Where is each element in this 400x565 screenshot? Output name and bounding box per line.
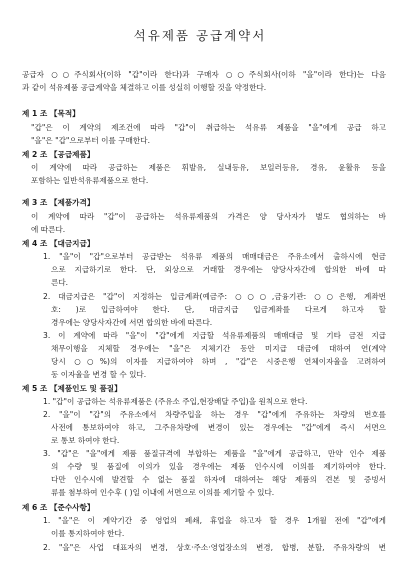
section-text: 1. "갑"이 공급하는 석유류제품은 (주유소 주입,현장배달 주입)을 원칙으로 한다. [43,397,308,406]
section-text: 2. "을"이 "갑"의 주유소에서 차량주입을 하는 경우 "갑"에게 주유하는 차량의 번호를 [43,410,386,419]
section-heading-price: 제 3 조 【제품가격】 [22,198,95,207]
section-text: 2. 대금지급은 "갑"이 지정하는 입금계좌(예금주: ○○○,금융기관: ○○은행, 계좌번 [43,292,386,301]
section-text: 이 계약에 따라 "갑"이 공급하는 석유류제품의 가격은 양 당사자가 별도 협의하는 바 [31,212,386,221]
section-heading-products: 제 2 조 【공급제품】 [22,150,95,159]
section-text: 채무이행을 지체할 경우에는 "을"은 지체기간 동안 미지급 대금에 대하여 연(계약 [51,344,386,353]
intro-line: 과 같이 석유제품 공급계약을 체결하고 이를 성실히 이행할 것을 약정한다. [22,83,267,92]
section-text: 당시 ○○%)의 이자를 지급하여야 하며 , "갑"은 시중은행 연체이자율을 고려하여 [51,357,386,366]
section-text: 동 이자율을 변경 할 수 있다. [51,370,147,379]
section-text: 이 계약에 따라 공급하는 제품은 휘발유, 실내등유, 보일러등유, 경유, 윤활유 등을 [31,163,386,172]
section-heading-delivery: 제 5 조 【제품인도 및 품질】 [22,384,122,393]
section-text: "을"은 "갑"으로부터 이를 구매한다. [31,136,150,145]
section-heading-payment: 제 4 조 【대금지급】 [22,239,95,248]
section-text: 에 따른다. [31,225,66,234]
section-text: 3. "갑"은 "을"에게 제품 품질규격에 부합하는 제품을 "을"에게 공급하고, 만약 인수 제품 [43,449,386,458]
section-text: 의 수량 및 품질에 이의가 있을 경우에는 제품 인수시에 이의를 제기하여야 한다. [51,462,386,471]
section-text: 다만 인수시에 발견할 수 없는 품질 하자에 대하여는 해당 제품의 견본 및 증빙서 [51,475,386,484]
section-text: 3. 이 계약에 따라 "을"이 "갑"에게 지급할 석유류제품의 매매대금 및 기타 금전 지급 [43,331,386,340]
section-heading-obligations: 제 6 조 【준수사항】 [22,503,95,512]
section-text: "갑"은 이 계약의 제조건에 따라 "갑"이 취급하는 석유류 제품을 "을"에게 공급 하고 [31,123,386,132]
section-text: 른다. [51,278,69,287]
section-text: 2. "을"은 사업 대표자의 변경, 상호·주소·영업장소의 변경, 합병, 분할, 주유차량의 변 [43,543,386,552]
section-heading-purpose: 제 1 조 【목적】 [22,109,80,118]
section-text: 류를 첨부하여 인수후 ( )일 이내에 서면으로 이의를 제기할 수 있다. [51,488,275,497]
document-title: 석유제품 공급계약서 [133,28,267,43]
intro-line: 공급자 ○○주식회사(이하 "갑"이라 한다)과 구매자 ○○주식회사(이하 "을"이라 한다)는 다음 [22,70,386,79]
section-text: 경우에는 양당사자간에 서면 합의한 바에 따른다. [51,318,213,327]
section-text: 1. "을"은 이 계약기간 중 영업의 폐쇄, 휴업을 하고자 할 경우 1개월 전에 "갑"에게 [43,516,386,525]
section-text: 사전에 통보하여야 하고, 그주유차량에 변경이 있는 경우에는 "갑"에게 즉시 서면으 [51,423,386,432]
section-text: 로 통보 하여야 한다. [51,436,120,445]
section-text: 으로 지급하기로 한다. 단, 외상으로 거래할 경우에는 양당사자간에 합의한 바에 따 [51,265,386,274]
section-text: 포함하는 일반석유류제품으로 한다. [31,176,149,185]
section-text: 호: )로 입금하여야 한다. 단, 대금지급 입금계좌를 다르게 하고자 할 [51,305,386,314]
section-text: 이를 통지하여야 한다. [51,529,125,538]
section-text: 1. "을"이 "갑"으로부터 공급받는 석유류 제품의 매매대금은 주유소에서 출하시에 현금 [43,252,386,261]
